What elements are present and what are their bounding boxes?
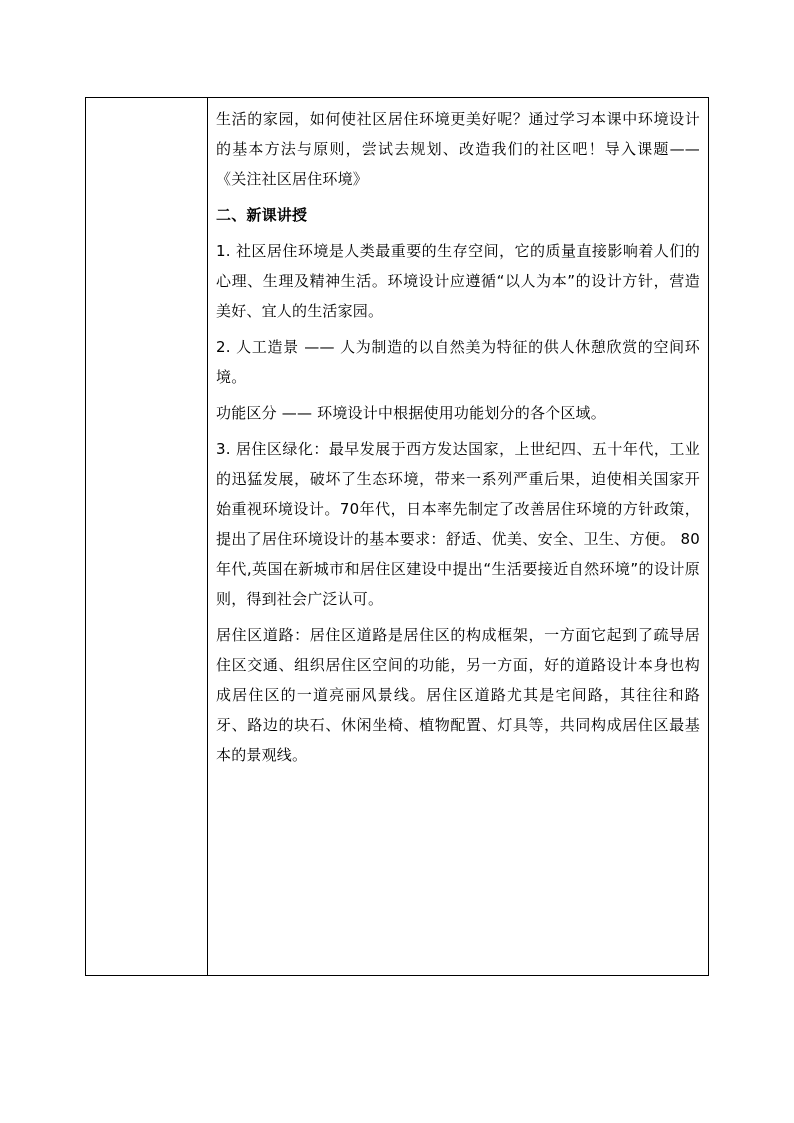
point-3-paragraph: 3. 居住区绿化：最早发展于西方发达国家，上世纪四、五十年代，工业的迅猛发展，破坏了生态环境，带来一系列严重后果，迫使相关国家开始重视环境设计。70年代，日本率先制定了改善居住环境的方针政策，提出了居住环境设计的基本要求：舒适、优美、安全、卫生、方便。 80年代,英国在新城市和居住区建设中提出“生活要接近自然环境”的设计原则，得到社会广泛认可。 bbox=[216, 440, 700, 608]
table-left-cell bbox=[86, 98, 208, 975]
intro-paragraph: 生活的家园，如何使社区居住环境更美好呢？通过学习本课中环境设计的基本方法与原则，尝试去规划、改造我们的社区吧！导入课题——《关注社区居住环境》 bbox=[216, 110, 700, 188]
point-1-paragraph: 1. 社区居住环境是人类最重要的生存空间，它的质量直接影响着人们的心理、生理及精神生活。环境设计应遵循“以人为本”的设计方针，营造美好、宜人的生活家园。 bbox=[216, 242, 700, 320]
section-heading-new-lesson: 二、新课讲授 bbox=[216, 206, 308, 224]
lesson-table bbox=[85, 97, 709, 976]
point-2-paragraph: 2. 人工造景 —— 人为制造的以自然美为特征的供人休憩欣赏的空间环境。 bbox=[216, 338, 700, 386]
function-zone-paragraph: 功能区分 —— 环境设计中根据使用功能划分的各个区域。 bbox=[216, 404, 606, 422]
table-content-cell bbox=[208, 98, 708, 975]
residential-road-paragraph: 居住区道路：居住区道路是居住区的构成框架，一方面它起到了疏导居住区交通、组织居住区空间的功能，另一方面，好的道路设计本身也构成居住区的一道亮丽风景线。居住区道路尤其是宅间路，其往往和路牙、路边的块石、休闲坐椅、植物配置、灯具等，共同构成居住区最基本的景观线。 bbox=[216, 626, 700, 764]
